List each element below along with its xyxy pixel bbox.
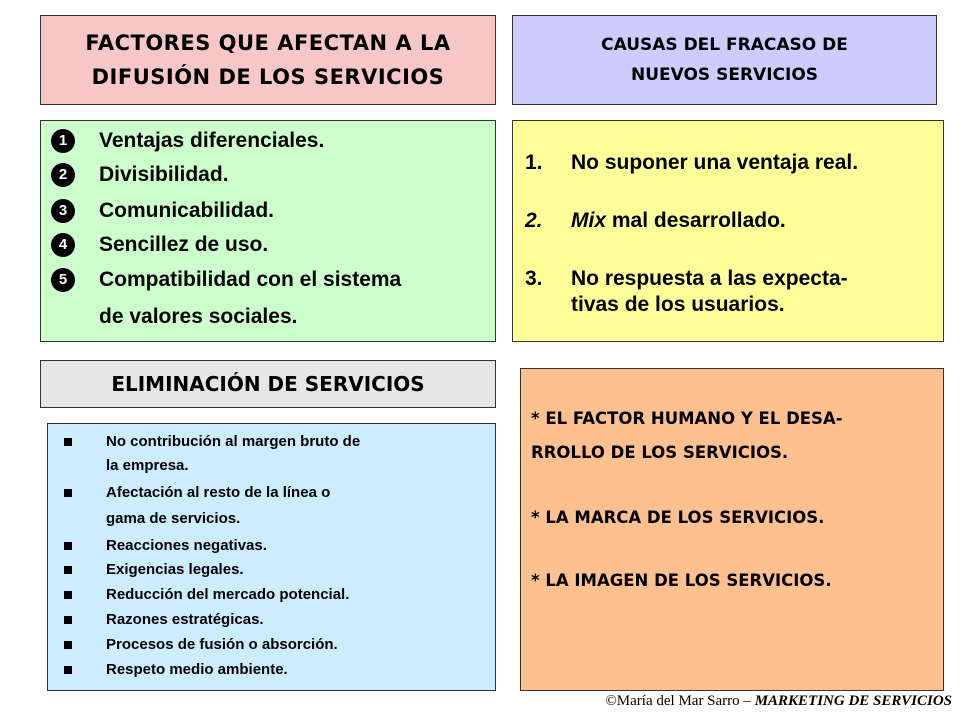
factores-item-text: Compatibilidad con el sistema bbox=[99, 268, 402, 291]
causas-item-italic: Mix bbox=[571, 209, 607, 232]
factores-item-text: de valores sociales. bbox=[99, 305, 298, 328]
square-bullet-icon bbox=[64, 489, 72, 497]
eliminacion-item-text: Reacciones negativas. bbox=[106, 537, 267, 554]
number-circle-icon: 3 bbox=[51, 199, 75, 223]
eliminacion-item-text: Procesos de fusión o absorción. bbox=[106, 636, 338, 653]
footer-course: MARKETING DE SERVICIOS bbox=[754, 693, 952, 709]
eliminacion-item-text: la empresa. bbox=[106, 457, 189, 474]
square-bullet-icon bbox=[64, 542, 72, 550]
factores-item-text: Sencillez de uso. bbox=[99, 233, 269, 256]
factores-item-text: Divisibilidad. bbox=[99, 163, 229, 186]
number-circle-icon: 2 bbox=[51, 163, 75, 187]
eliminacion-list-box bbox=[47, 423, 496, 691]
notas-line: * LA MARCA DE LOS SERVICIOS. bbox=[531, 508, 825, 527]
square-bullet-icon bbox=[64, 641, 72, 649]
eliminacion-title-box bbox=[40, 360, 496, 408]
eliminacion-item-text: Razones estratégicas. bbox=[106, 611, 264, 628]
number-circle-icon: 4 bbox=[51, 233, 75, 257]
number-circle-icon: 1 bbox=[51, 129, 75, 153]
eliminacion-item-text: Respeto medio ambiente. bbox=[106, 661, 288, 678]
factores-list-box bbox=[40, 120, 496, 342]
causas-title-line1: CAUSAS DEL FRACASO DE bbox=[601, 35, 848, 55]
eliminacion-item-text: Afectación al resto de la línea o bbox=[106, 484, 331, 501]
eliminacion-item-text: Exigencias legales. bbox=[106, 561, 244, 578]
eliminacion-title: ELIMINACIÓN DE SERVICIOS bbox=[111, 372, 425, 396]
square-bullet-icon bbox=[64, 666, 72, 674]
causas-item-number: 3. bbox=[525, 267, 543, 290]
causas-item-number: 2. bbox=[525, 209, 543, 232]
factores-item-text: Ventajas diferenciales. bbox=[99, 129, 325, 152]
causas-list-box bbox=[512, 120, 944, 342]
square-bullet-icon bbox=[64, 566, 72, 574]
eliminacion-item-text: No contribución al margen bruto de bbox=[106, 433, 361, 450]
square-bullet-icon bbox=[64, 591, 72, 599]
factores-title-line1: FACTORES QUE AFECTAN A LA bbox=[85, 31, 451, 55]
notas-line: * LA IMAGEN DE LOS SERVICIOS. bbox=[531, 571, 832, 590]
notas-box bbox=[520, 368, 944, 691]
notas-line: * EL FACTOR HUMANO Y EL DESA- bbox=[531, 409, 843, 428]
footer-credit bbox=[605, 693, 952, 710]
causas-item-text: No suponer una ventaja real. bbox=[571, 151, 859, 174]
footer-copyright: ©María del Mar Sarro – bbox=[605, 693, 755, 709]
square-bullet-icon bbox=[64, 616, 72, 624]
causas-item-text: No respuesta a las expecta- bbox=[571, 267, 848, 290]
factores-title-box bbox=[40, 15, 496, 105]
causas-item-text: tivas de los usuarios. bbox=[571, 293, 785, 316]
notas-line: RROLLO DE LOS SERVICIOS. bbox=[531, 443, 789, 462]
eliminacion-item-text: Reducción del mercado potencial. bbox=[106, 586, 350, 603]
eliminacion-item-text: gama de servicios. bbox=[106, 510, 241, 527]
square-bullet-icon bbox=[64, 438, 72, 446]
causas-item-number: 1. bbox=[525, 151, 543, 174]
causas-item-text bbox=[571, 209, 786, 233]
causas-title-line2: NUEVOS SERVICIOS bbox=[630, 65, 819, 85]
causas-item-rest: mal desarrollado. bbox=[606, 209, 786, 232]
number-circle-icon: 5 bbox=[51, 268, 75, 292]
causas-title-box bbox=[512, 15, 937, 105]
factores-title-line2: DIFUSIÓN DE LOS SERVICIOS bbox=[91, 65, 445, 89]
factores-item-text: Comunicabilidad. bbox=[99, 199, 275, 222]
